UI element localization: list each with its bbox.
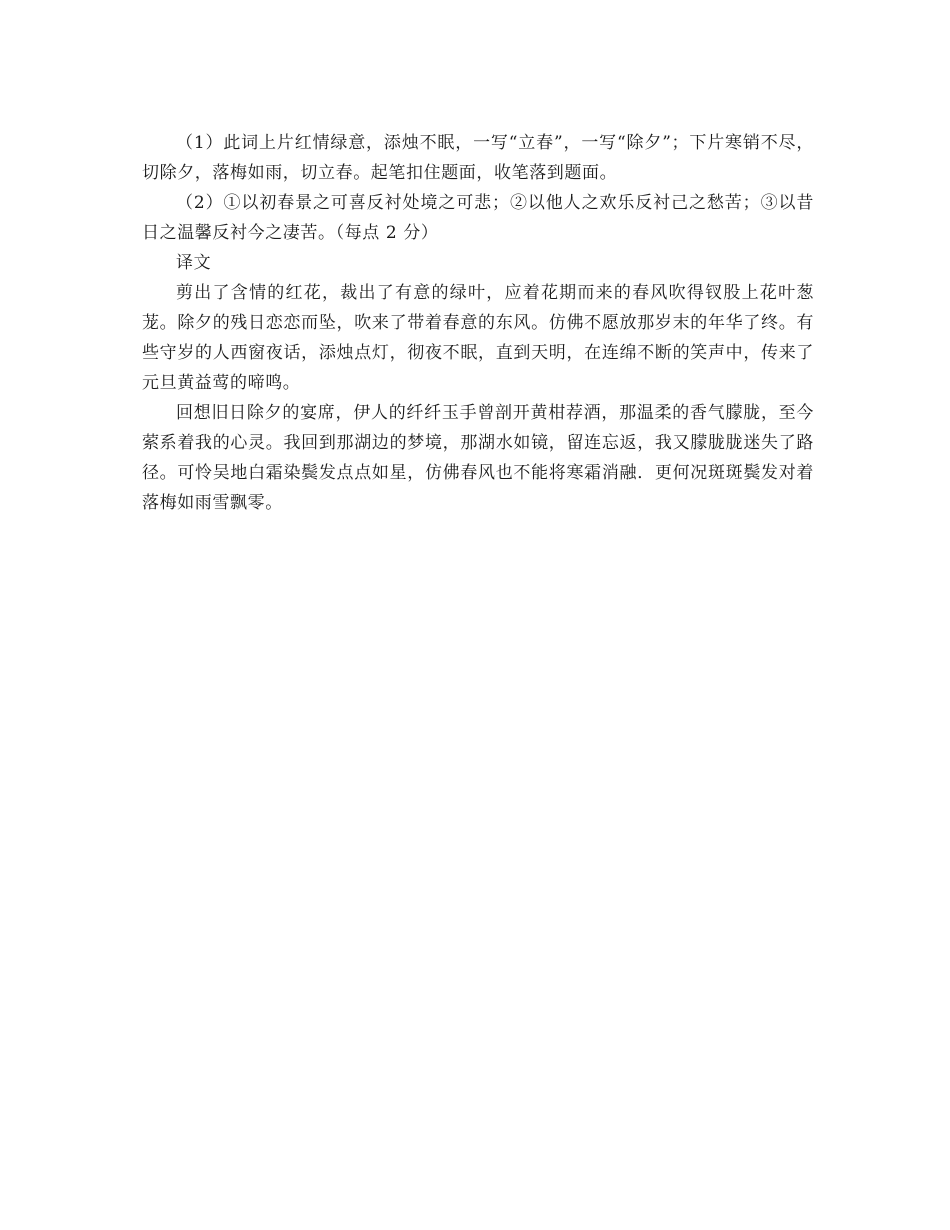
translation-heading: 译文	[176, 253, 212, 273]
answer-paragraph-1: （1）此词上片红情绿意，添烛不眠，一写“立春”，一写“除夕”；下片寒销不尽，切除夕，落梅如雨，切立春。起笔扣住题面，收笔落到题面。	[142, 133, 814, 183]
answer-paragraph-2: （2）①以初春景之可喜反衬处境之可悲；②以他人之欢乐反衬己之愁苦；③以昔日之温馨反衬今之凄苦。（每点 2 分）	[142, 193, 814, 243]
document-body	[142, 128, 814, 518]
translation-paragraph-1: 剪出了含情的红花，裁出了有意的绿叶，应着花期而来的春风吹得钗股上花叶葱茏。除夕的残日恋恋而坠，吹来了带着春意的东风。仿佛不愿放那岁末的年华了终。有些守岁的人西窗夜话，添烛点灯，彻夜不眠，直到天明，在连绵不断的笑声中，传来了元旦黄益莺的啼鸣。	[142, 283, 814, 393]
translation-paragraph-2: 回想旧日除夕的宴席，伊人的纤纤玉手曾剖开黄柑荐酒，那温柔的香气朦胧，至今萦系着我的心灵。我回到那湖边的梦境，那湖水如镜，留连忘返，我又朦胧胧迷失了路径。可怜吴地白霜染鬓发点点如星，仿佛春风也不能将寒霜消融．更何况斑斑鬓发对着落梅如雨雪飘零。	[142, 403, 814, 513]
